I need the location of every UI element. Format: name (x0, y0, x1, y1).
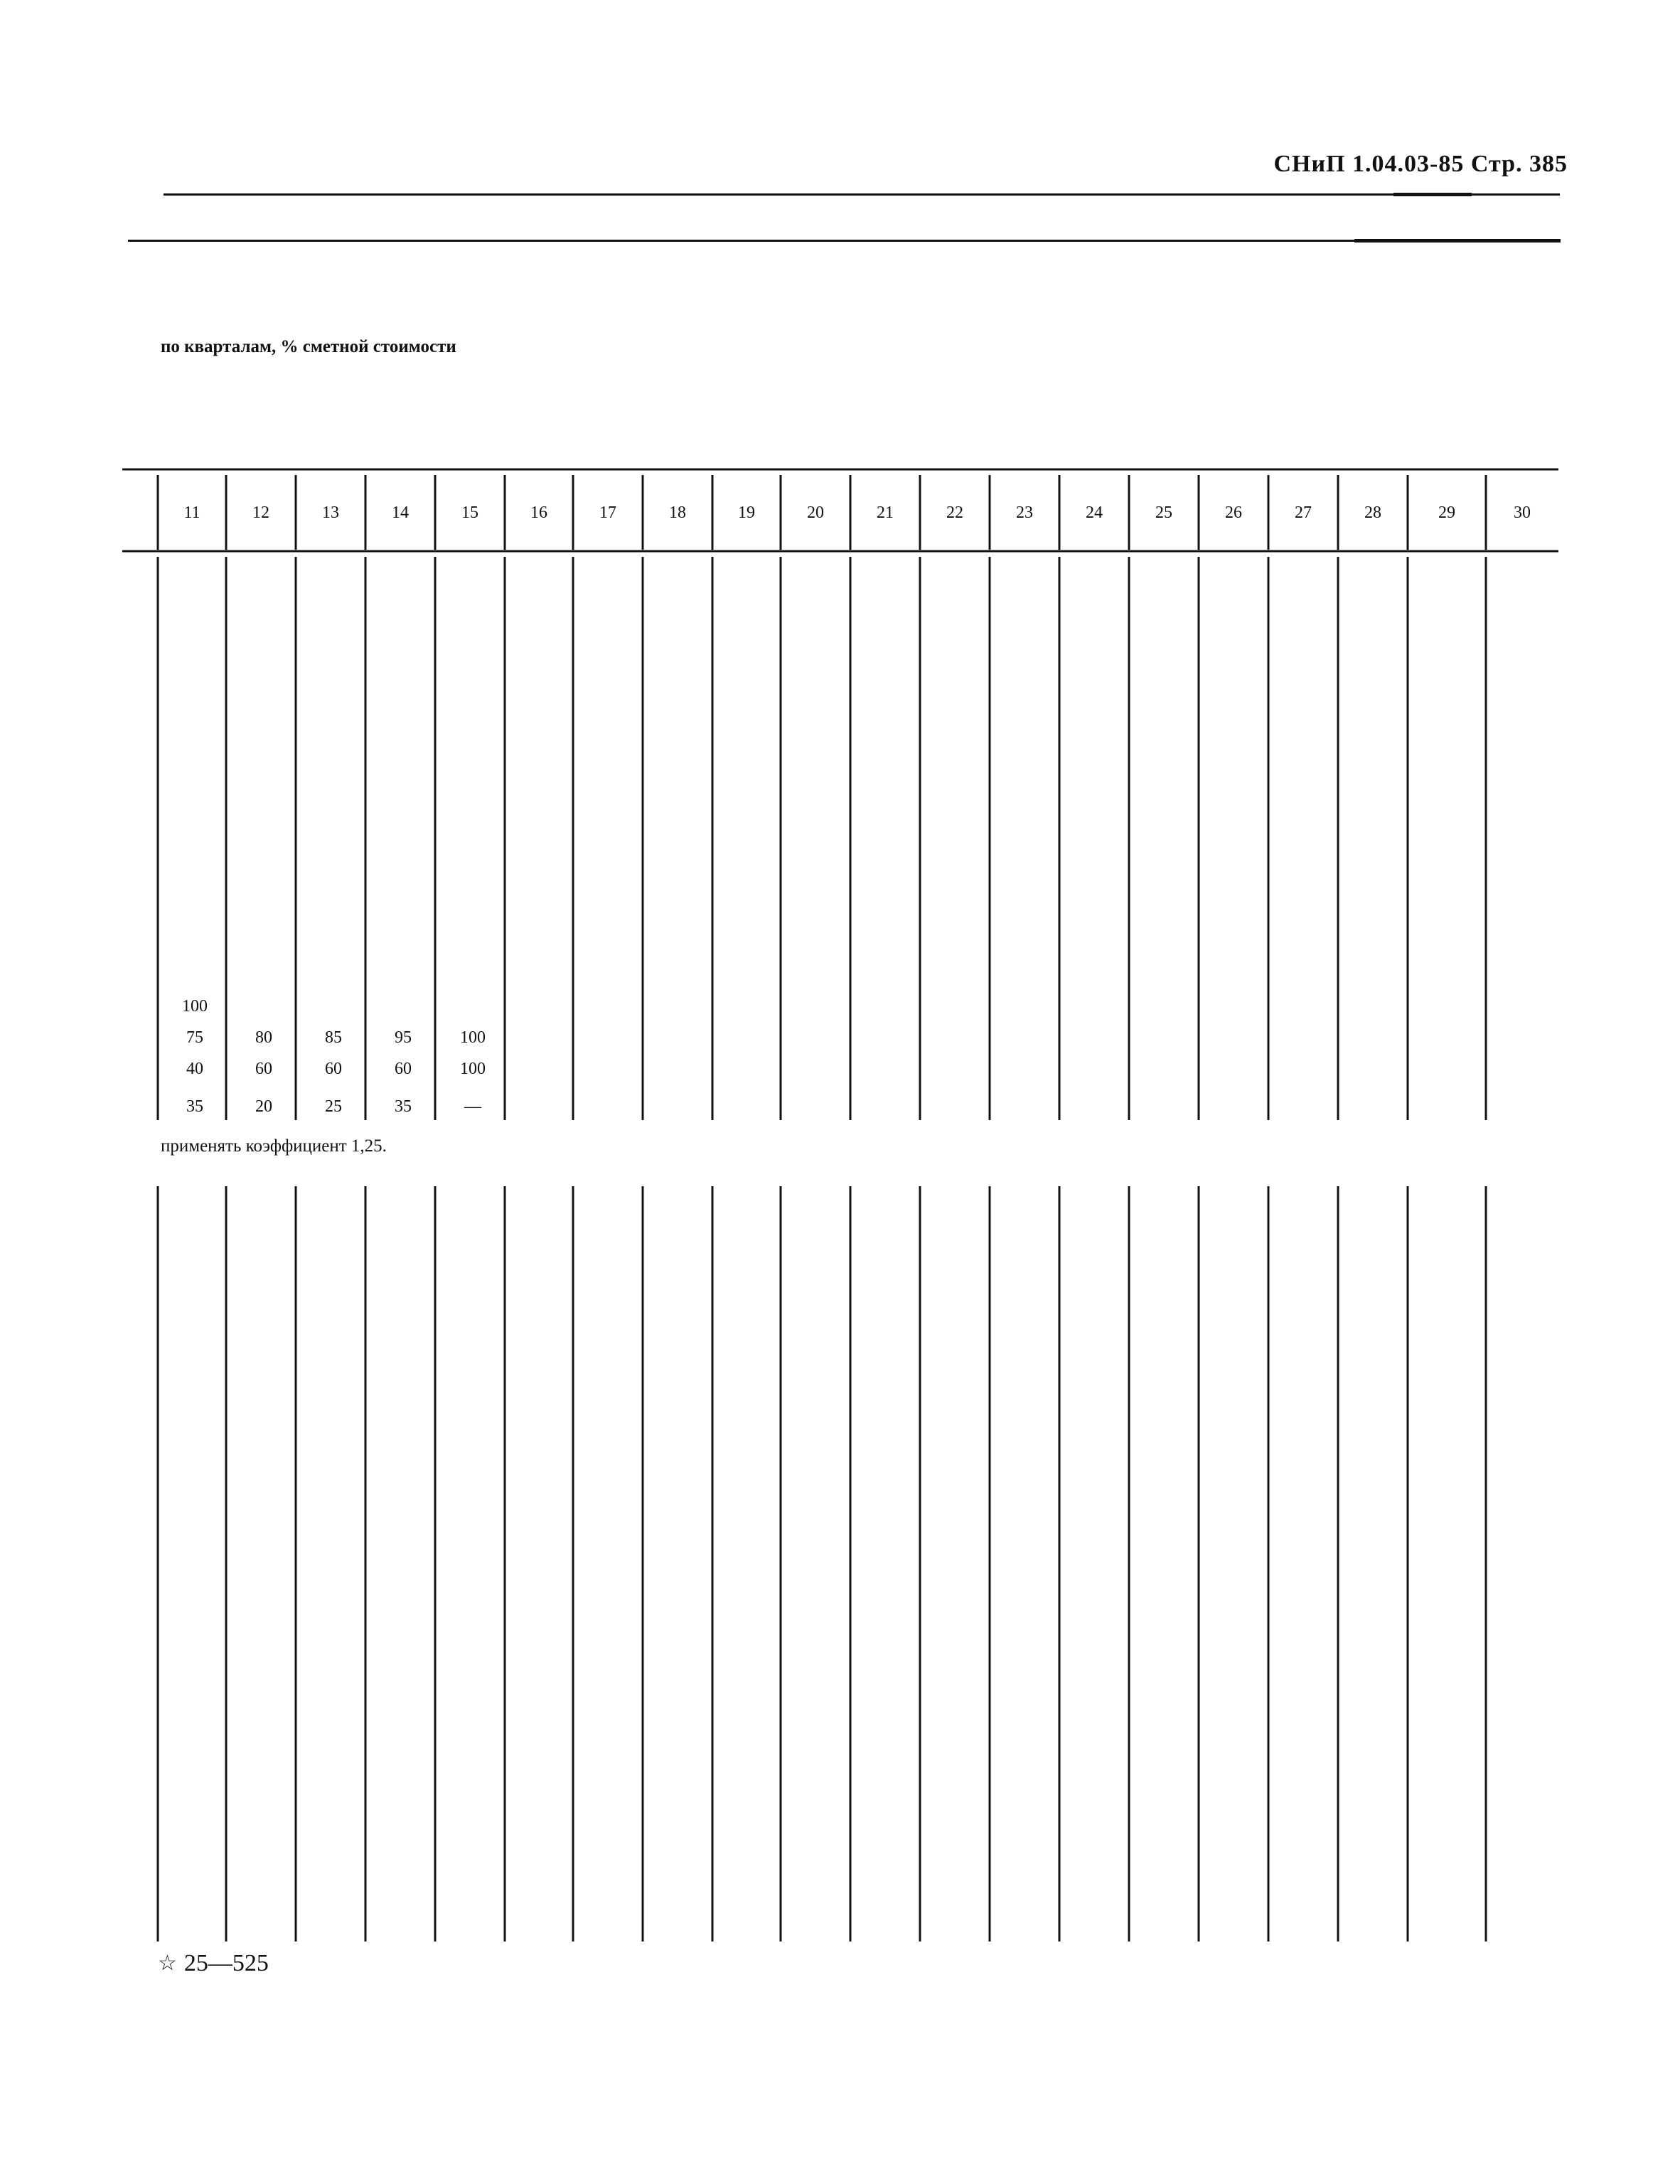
table-cell: 40 (186, 1060, 203, 1078)
table-cell: 85 (325, 1028, 342, 1047)
table-cell: — (464, 1097, 481, 1116)
column-header-15: 15 (461, 504, 478, 522)
table-cell: 25 (325, 1097, 342, 1116)
print-code: 25—525 (183, 1950, 269, 1976)
column-header-14: 14 (392, 504, 409, 522)
column-header-24: 24 (1086, 504, 1103, 522)
column-header-26: 26 (1225, 504, 1242, 522)
star-outline-icon: ☆ (158, 1951, 177, 1976)
column-header-18: 18 (669, 504, 686, 522)
table-cell: 100 (182, 997, 208, 1016)
table-header-row (183, 504, 1531, 522)
table-cell: 20 (255, 1097, 272, 1116)
column-header-21: 21 (877, 504, 894, 522)
column-header-27: 27 (1295, 504, 1312, 522)
column-header-12: 12 (252, 504, 269, 522)
column-header-19: 19 (738, 504, 755, 522)
table-grid (122, 469, 1558, 1941)
column-header-30: 30 (1514, 504, 1531, 522)
table-cell: 75 (186, 1028, 203, 1047)
column-header-17: 17 (599, 504, 616, 522)
page-footer (158, 1950, 269, 1977)
table-cell: 100 (460, 1028, 486, 1047)
table-body (182, 997, 486, 1116)
document-id: СНиП 1.04.03-85 Стр. 385 (1273, 151, 1568, 177)
table-cell: 60 (255, 1060, 272, 1078)
column-header-22: 22 (946, 504, 963, 522)
table-cell: 95 (395, 1028, 412, 1047)
column-header-16: 16 (530, 504, 547, 522)
column-header-29: 29 (1438, 504, 1455, 522)
column-header-23: 23 (1016, 504, 1033, 522)
table-subtitle: по кварталам, % сметной стоимости (161, 337, 456, 356)
column-header-20: 20 (807, 504, 824, 522)
table-cell: 35 (395, 1097, 412, 1116)
footnote: применять коэффициент 1,25. (161, 1136, 387, 1156)
column-header-13: 13 (322, 504, 339, 522)
table-cell: 60 (395, 1060, 412, 1078)
table-cell: 80 (255, 1028, 272, 1047)
table-cell: 60 (325, 1060, 342, 1078)
column-header-28: 28 (1364, 504, 1381, 522)
column-header-11: 11 (183, 504, 200, 522)
column-header-25: 25 (1155, 504, 1172, 522)
table-cell: 100 (460, 1060, 486, 1078)
table-cell: 35 (186, 1097, 203, 1116)
